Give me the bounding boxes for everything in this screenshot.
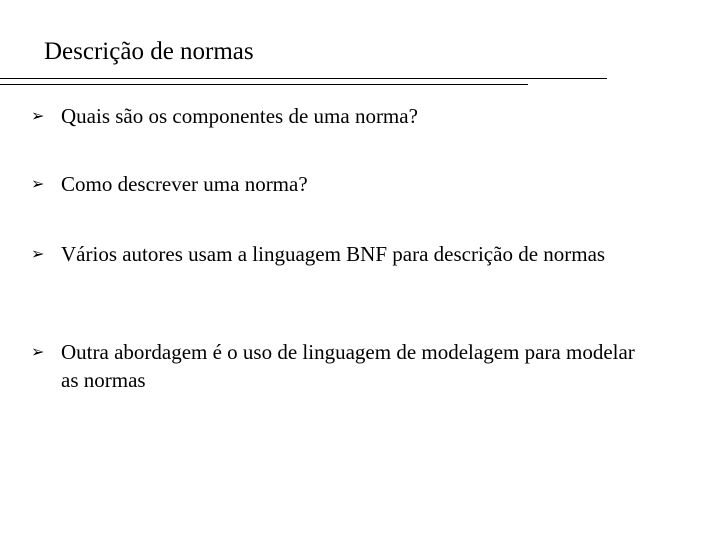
bullet-text: Quais são os componentes de uma norma? [61, 104, 418, 128]
arrow-bullet-icon: ➢ [31, 342, 45, 361]
bullet-item [31, 102, 651, 130]
title-divider-bottom [0, 84, 528, 85]
bullet-item [31, 170, 651, 198]
bullet-item [31, 240, 651, 268]
bullet-text: Vários autores usam a linguagem BNF para descrição de normas [61, 242, 606, 266]
bullet-text: Como descrever uma norma? [61, 172, 308, 196]
arrow-bullet-icon: ➢ [31, 244, 45, 263]
arrow-bullet-icon: ➢ [31, 106, 45, 125]
title-divider-top [0, 78, 607, 79]
page-title: Descrição de normas [44, 38, 254, 65]
arrow-bullet-icon: ➢ [31, 174, 45, 193]
bullet-text: Outra abordagem é o uso de linguagem de modelagem para modelar as normas [61, 340, 635, 392]
bullet-item [31, 338, 651, 394]
